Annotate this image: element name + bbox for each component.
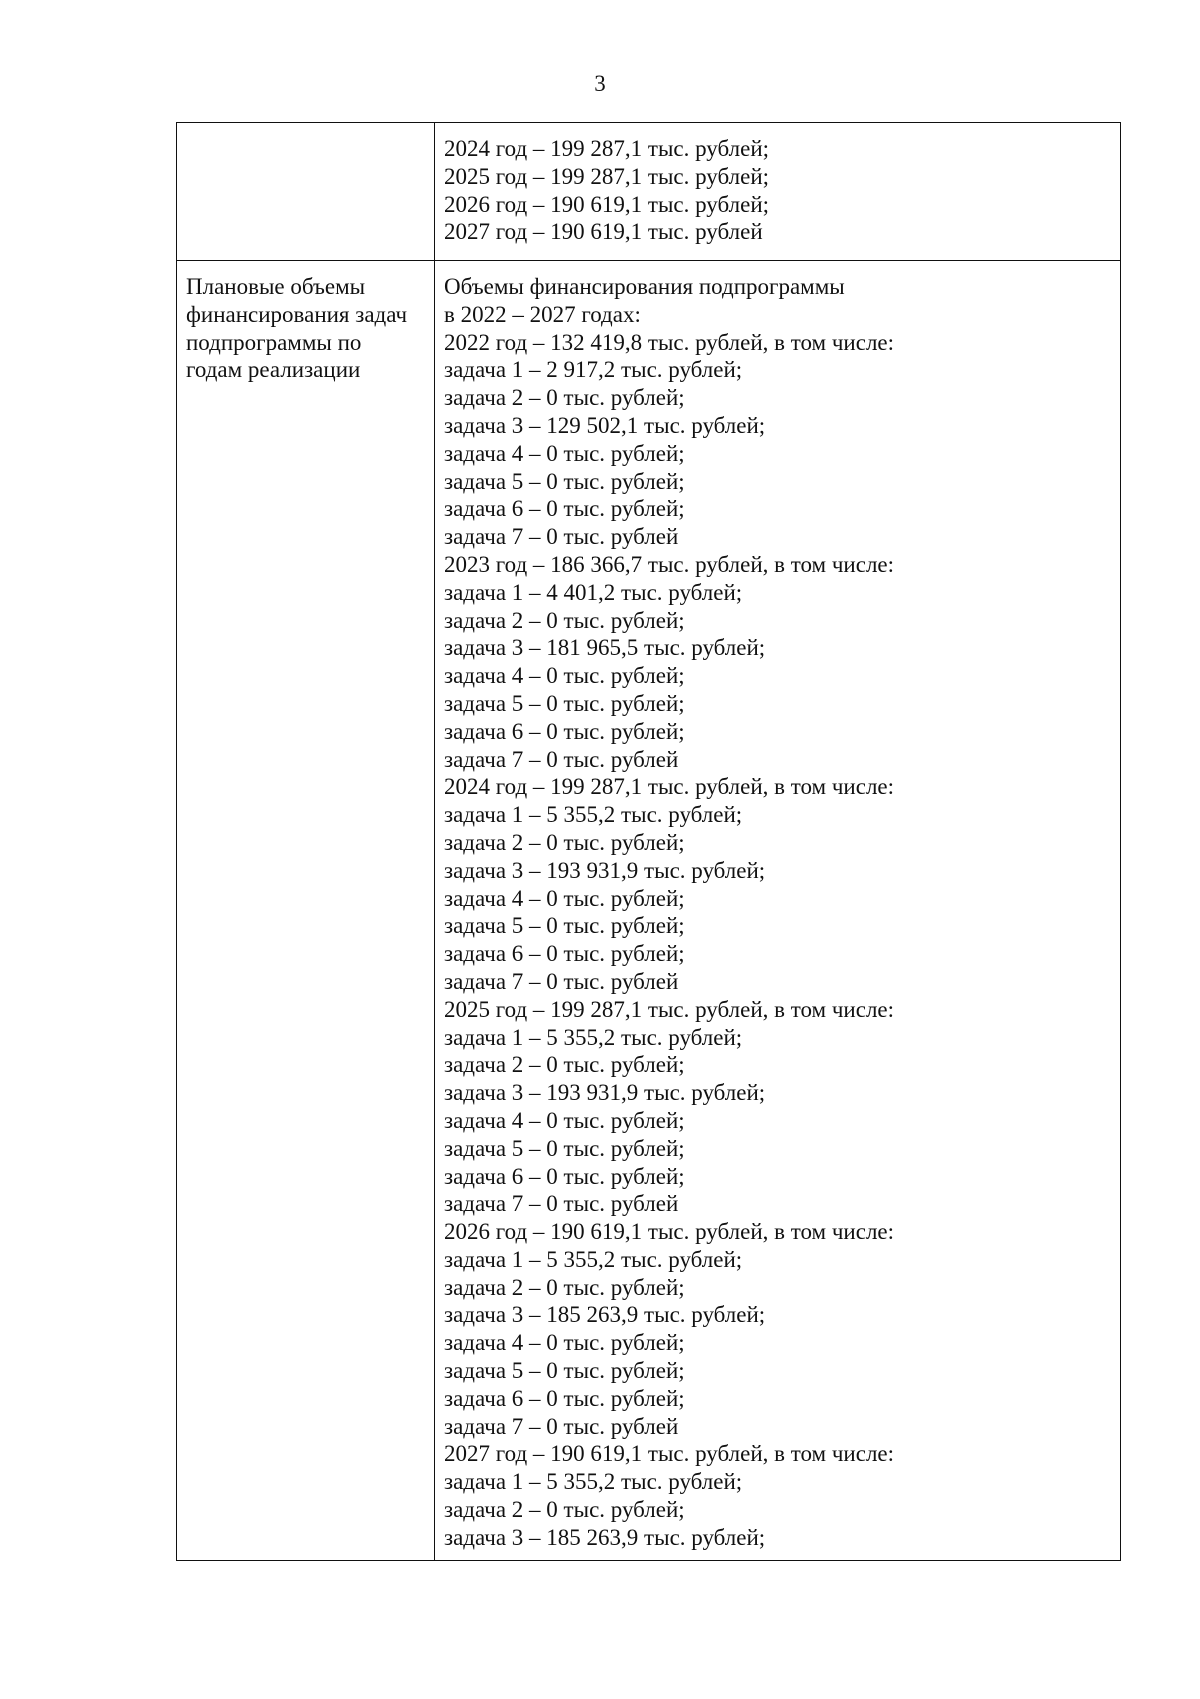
cell-lines [444, 273, 1114, 1552]
text-line: задача 7 – 0 тыс. рублей [444, 968, 679, 994]
table-cell-label [177, 123, 435, 261]
page-number: 3 [594, 71, 606, 96]
text-line: задача 5 – 0 тыс. рублей; [444, 913, 685, 939]
text-line: задача 4 – 0 тыс. рублей; [444, 1107, 685, 1133]
text-line: задача 7 – 0 тыс. рублей [444, 746, 679, 772]
table-cell-values [435, 123, 1121, 261]
text-line: задача 1 – 5 355,2 тыс. рублей; [444, 1024, 743, 1050]
text-line: задача 3 – 193 931,9 тыс. рублей; [444, 1080, 766, 1106]
text-line: 2027 год – 190 619,1 тыс. рублей [444, 219, 763, 245]
text-line: задача 7 – 0 тыс. рублей [444, 1191, 679, 1217]
text-line: задача 3 – 129 502,1 тыс. рублей; [444, 412, 766, 438]
text-line: 2024 год – 199 287,1 тыс. рублей, в том числе: [444, 774, 895, 800]
text-line: 2024 год – 199 287,1 тыс. рублей; [444, 136, 770, 161]
text-line: задача 5 – 0 тыс. рублей; [444, 690, 685, 716]
text-line: задача 3 – 181 965,5 тыс. рублей; [444, 635, 766, 661]
text-line: задача 1 – 5 355,2 тыс. рублей; [444, 802, 743, 828]
table-row [177, 123, 1121, 261]
text-line: задача 2 – 0 тыс. рублей; [444, 1274, 685, 1300]
financing-table [176, 122, 1121, 1561]
text-line: 2025 год – 199 287,1 тыс. рублей; [444, 163, 770, 189]
text-line: 2023 год – 186 366,7 тыс. рублей, в том числе: [444, 551, 895, 577]
text-line: задача 2 – 0 тыс. рублей; [444, 607, 685, 633]
text-line: задача 3 – 185 263,9 тыс. рублей; [444, 1302, 766, 1328]
text-line: задача 3 – 185 263,9 тыс. рублей; [444, 1524, 766, 1550]
text-line: в 2022 – 2027 годах: [444, 301, 641, 327]
text-line: задача 2 – 0 тыс. рублей; [444, 829, 685, 855]
text-line: задача 6 – 0 тыс. рублей; [444, 496, 685, 522]
text-line: задача 5 – 0 тыс. рублей; [444, 1358, 685, 1384]
text-line: задача 2 – 0 тыс. рублей; [444, 1052, 685, 1078]
text-line: задача 6 – 0 тыс. рублей; [444, 941, 685, 967]
text-line: задача 7 – 0 тыс. рублей [444, 524, 679, 550]
text-line: 2026 год – 190 619,1 тыс. рублей, в том числе: [444, 1219, 895, 1245]
cell-lines [186, 273, 428, 384]
text-line: финансирования задач [186, 301, 408, 327]
text-line: 2027 год – 190 619,1 тыс. рублей, в том числе: [444, 1441, 895, 1467]
text-line: задача 3 – 193 931,9 тыс. рублей; [444, 857, 766, 883]
cell-lines [444, 135, 1114, 246]
text-line: подпрограммы по [186, 329, 362, 355]
table-cell-values [435, 261, 1121, 1561]
text-line: задача 4 – 0 тыс. рублей; [444, 663, 685, 689]
text-line: задача 1 – 5 355,2 тыс. рублей; [444, 1246, 743, 1272]
text-line: задача 5 – 0 тыс. рублей; [444, 1135, 685, 1161]
text-line: задача 2 – 0 тыс. рублей; [444, 1497, 685, 1523]
text-line: задача 4 – 0 тыс. рублей; [444, 885, 685, 911]
text-line: задача 2 – 0 тыс. рублей; [444, 385, 685, 411]
text-line: годам реализации [186, 357, 361, 383]
text-line: задача 4 – 0 тыс. рублей; [444, 1330, 685, 1356]
text-line: 2025 год – 199 287,1 тыс. рублей, в том числе: [444, 996, 895, 1022]
text-line: задача 7 – 0 тыс. рублей [444, 1413, 679, 1439]
text-line: задача 6 – 0 тыс. рублей; [444, 1385, 685, 1411]
text-line: задача 6 – 0 тыс. рублей; [444, 1163, 685, 1189]
text-line: задача 4 – 0 тыс. рублей; [444, 440, 685, 466]
text-line: задача 1 – 5 355,2 тыс. рублей; [444, 1469, 743, 1495]
text-line: задача 1 – 2 917,2 тыс. рублей; [444, 357, 743, 383]
text-line: 2026 год – 190 619,1 тыс. рублей; [444, 191, 770, 217]
text-line: задача 6 – 0 тыс. рублей; [444, 718, 685, 744]
text-line: 2022 год – 132 419,8 тыс. рублей, в том числе: [444, 329, 895, 355]
text-line: Плановые объемы [186, 274, 366, 299]
text-line: задача 1 – 4 401,2 тыс. рублей; [444, 579, 743, 605]
text-line: Объемы финансирования подпрограммы [444, 274, 845, 299]
text-line: задача 5 – 0 тыс. рублей; [444, 468, 685, 494]
table-row [177, 261, 1121, 1561]
table-cell-label [177, 261, 435, 1561]
